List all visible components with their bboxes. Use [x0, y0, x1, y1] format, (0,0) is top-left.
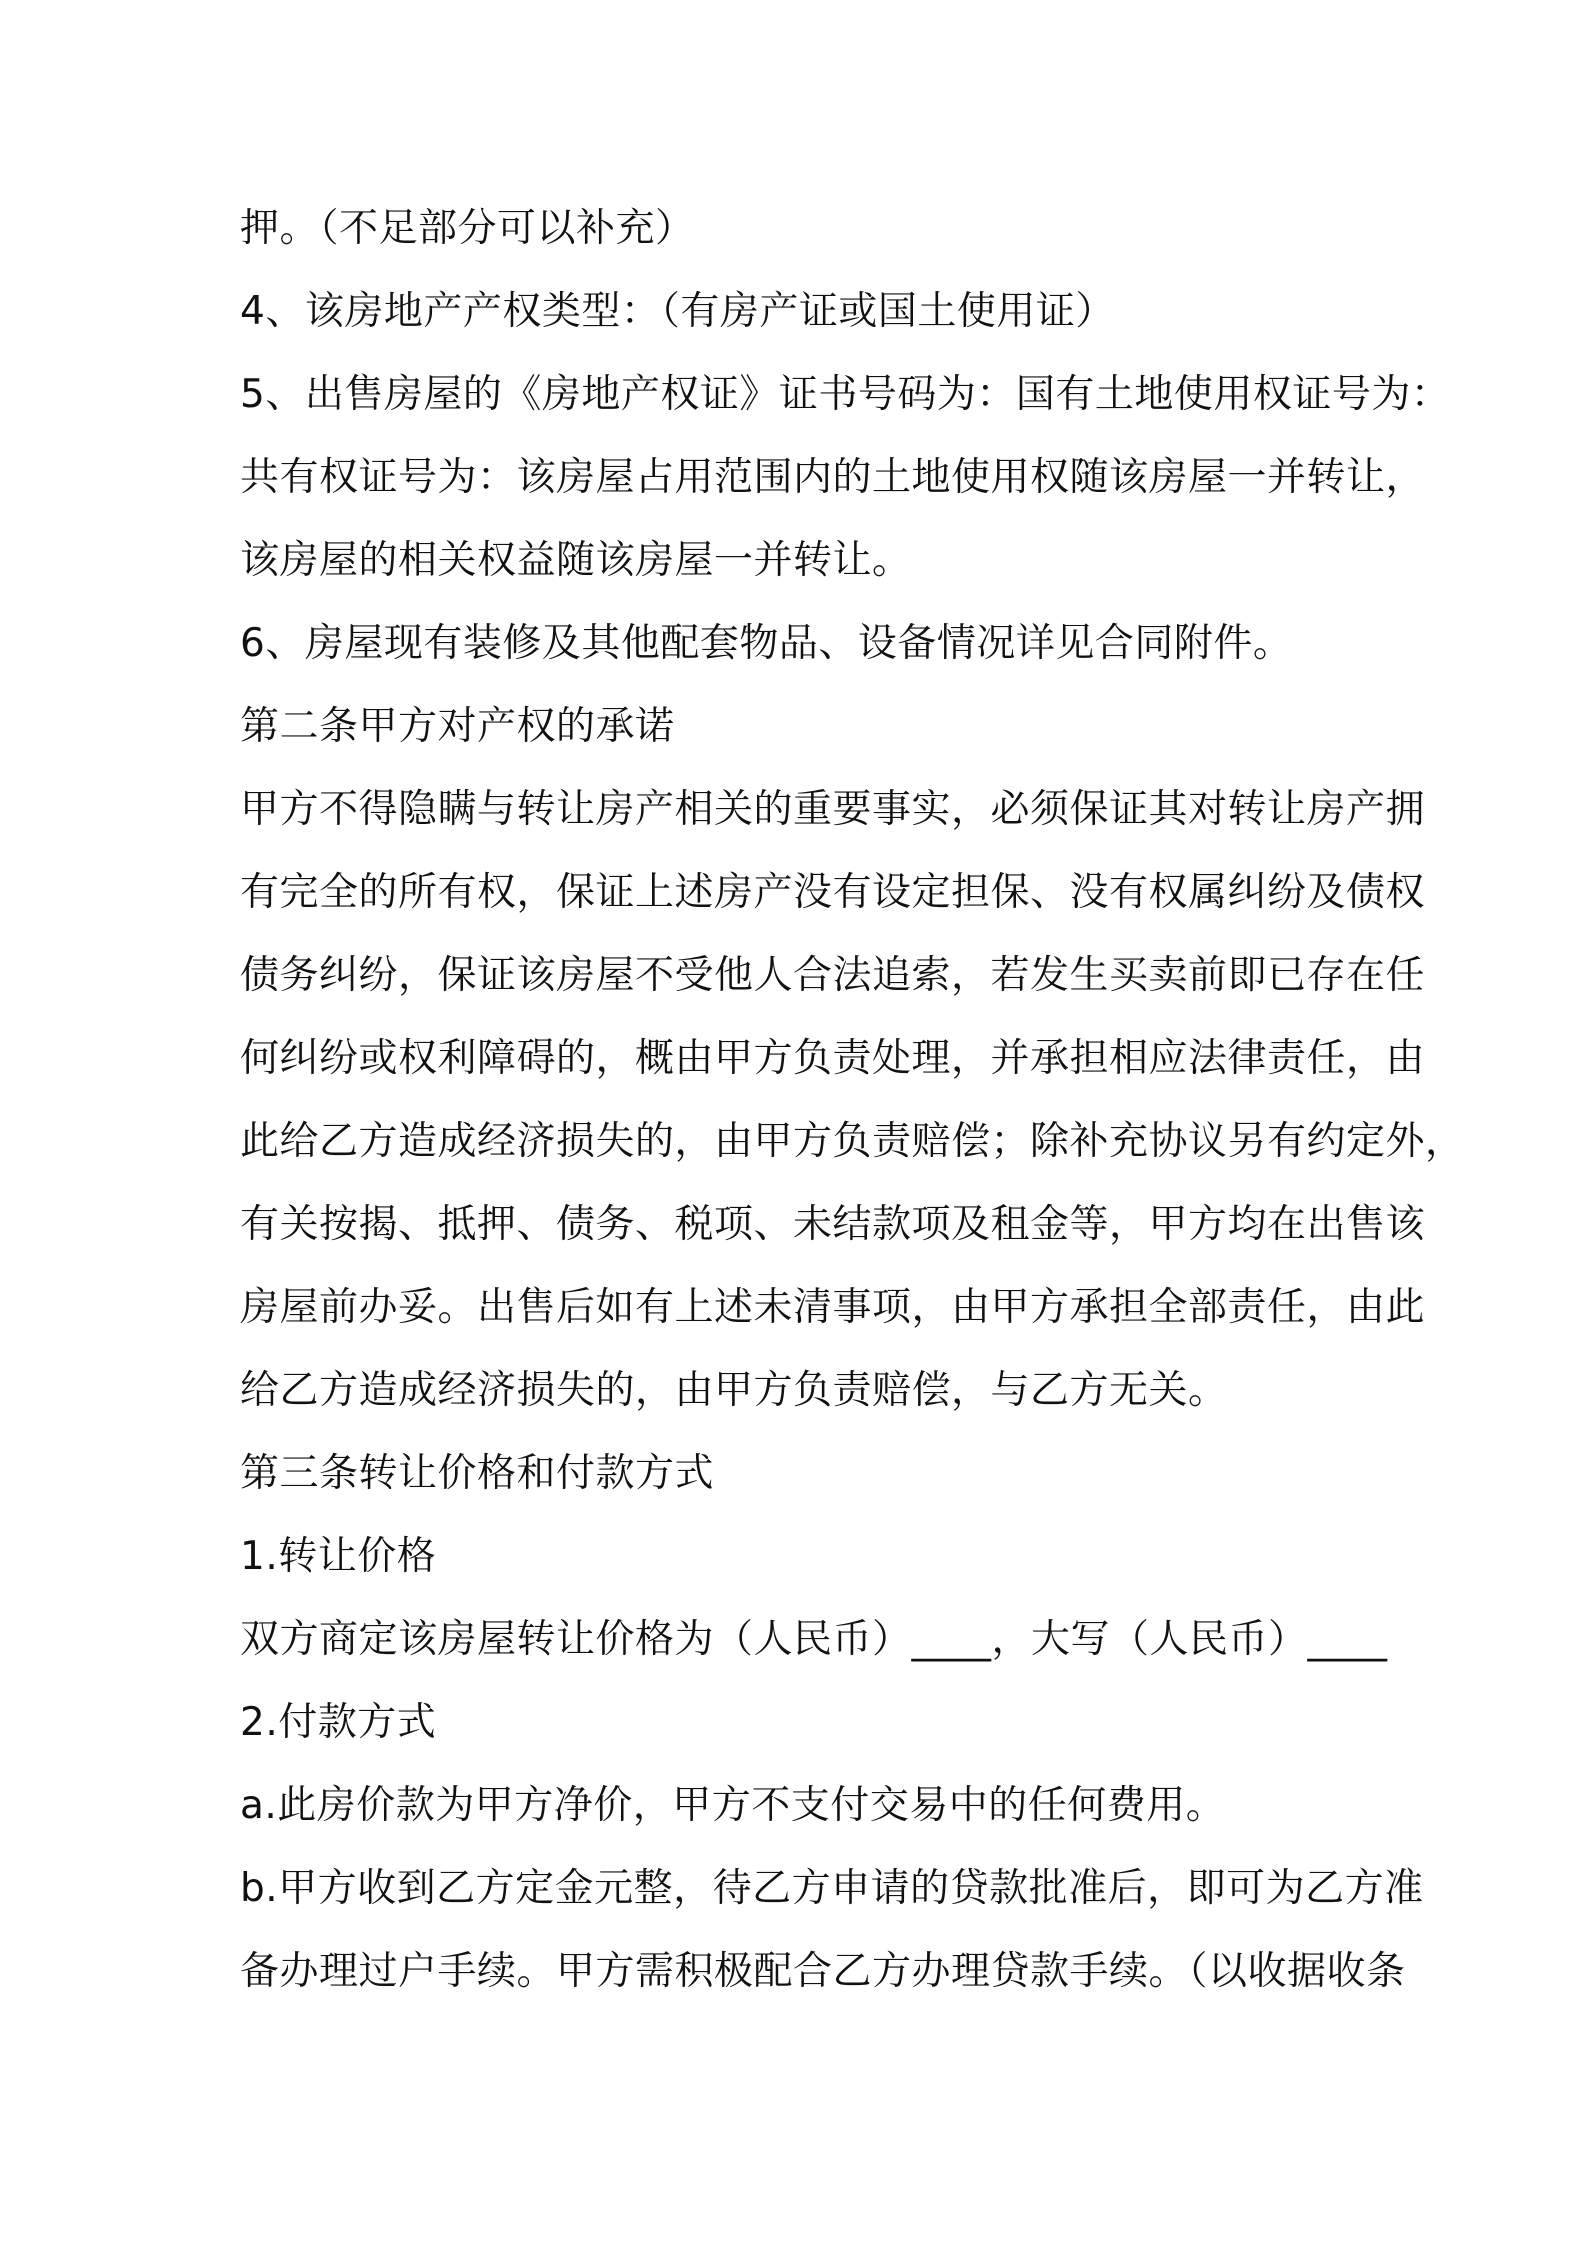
text-line: 甲方不得隐瞒与转让房产相关的重要事实，必须保证其对转让房产拥	[240, 787, 1426, 832]
text-line: 给乙方造成经济损失的，由甲方负责赔偿，与乙方无关。	[240, 1368, 1228, 1413]
text-line: b.甲方收到乙方定金元整，待乙方申请的贷款批准后，即可为乙方准	[240, 1866, 1424, 1911]
text-line: 共有权证号为：该房屋占用范围内的土地使用权随该房屋一并转让，	[240, 455, 1426, 500]
text-line: 备办理过户手续。甲方需积极配合乙方办理贷款手续。（以收据收条	[240, 1949, 1406, 1994]
text-line: 何纠纷或权利障碍的，概由甲方负责处理，并承担相应法律责任，由	[240, 1036, 1426, 1081]
section-heading: 第三条转让价格和付款方式	[240, 1451, 715, 1496]
text-line: a.此房价款为甲方净价，甲方不支付交易中的任何费用。	[240, 1783, 1226, 1828]
subsection-heading: 2.付款方式	[240, 1700, 437, 1745]
section-heading: 第二条甲方对产权的承诺	[240, 704, 675, 749]
text-line: 4、该房地产产权类型：（有房产证或国土使用证）	[240, 289, 1115, 334]
text-line: 债务纠纷，保证该房屋不受他人合法追索，若发生买卖前即已存在任	[240, 953, 1426, 998]
subsection-heading: 1.转让价格	[240, 1534, 437, 1579]
text-line: 此给乙方造成经济损失的，由甲方负责赔偿；除补充协议另有约定外，	[240, 1119, 1465, 1164]
text-line: 双方商定该房屋转让价格为（人民币）____，大写（人民币）____	[240, 1617, 1388, 1662]
text-line: 该房屋的相关权益随该房屋一并转让。	[240, 538, 912, 583]
text-line: 6、房屋现有装修及其他配套物品、设备情况详见合同附件。	[240, 621, 1293, 666]
text-line: 押。（不足部分可以补充）	[240, 206, 695, 251]
text-line: 有关按揭、抵押、债务、税项、未结款项及租金等，甲方均在出售该	[240, 1202, 1426, 1247]
text-line: 有完全的所有权，保证上述房产没有设定担保、没有权属纠纷及债权	[240, 870, 1426, 915]
text-line: 5、出售房屋的《房地产权证》证书号码为：国有土地使用权证号为：	[240, 372, 1451, 417]
text-line: 房屋前办妥。出售后如有上述未清事项，由甲方承担全部责任，由此	[240, 1285, 1426, 1330]
